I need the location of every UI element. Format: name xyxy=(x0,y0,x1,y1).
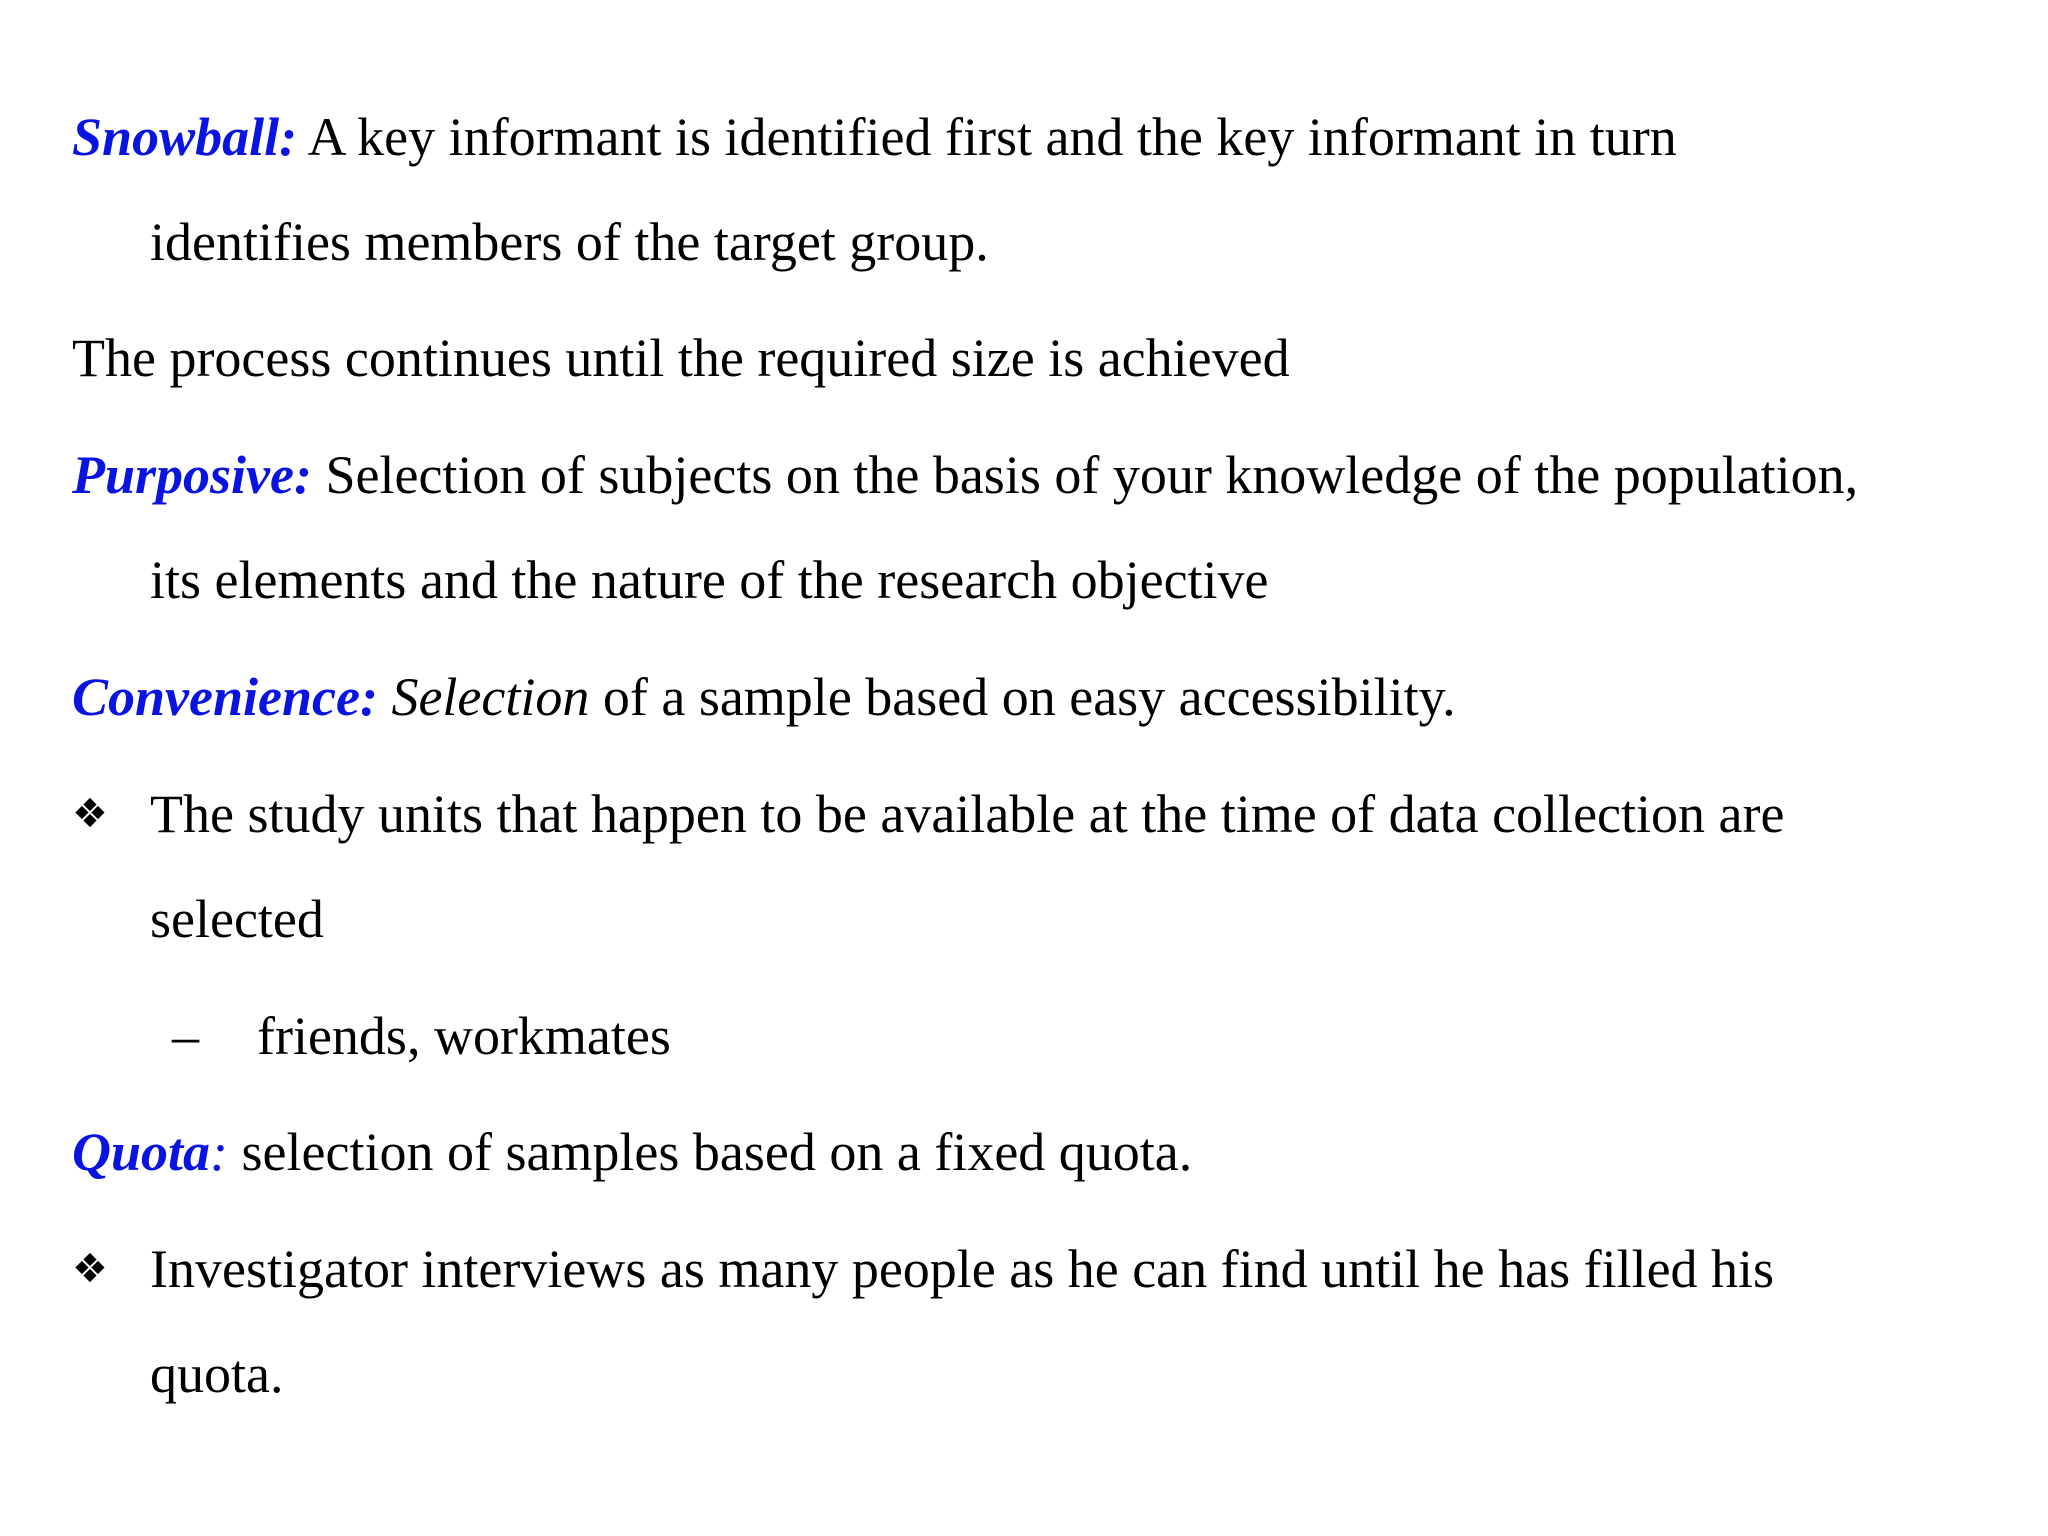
convenience-sub-item-text: friends, workmates xyxy=(257,1006,671,1066)
convenience-definition: of a sample based on easy accessibility. xyxy=(589,667,1456,727)
purposive-definition-continued: its elements and the nature of the research objective xyxy=(150,550,1269,610)
quota-colon: : xyxy=(210,1122,229,1182)
purposive-line-2 xyxy=(150,548,1269,612)
quota-bullet-line-1 xyxy=(150,1237,1774,1301)
process-line xyxy=(72,326,1290,390)
quota-line-1 xyxy=(72,1120,1192,1184)
dash-bullet-icon: – xyxy=(172,1006,199,1066)
convenience-line-1 xyxy=(72,665,1456,729)
quota-term: Quota xyxy=(72,1122,211,1182)
convenience-bullet-text-continued: selected xyxy=(150,889,324,949)
quota-bullet-line-2 xyxy=(150,1342,283,1406)
snowball-line-2 xyxy=(150,210,989,274)
snowball-term: Snowball: xyxy=(72,107,298,167)
quota-bullet-text-continued: quota. xyxy=(150,1344,284,1404)
purposive-definition: Selection of subjects on the basis of your knowledge of the population, xyxy=(311,445,1859,505)
quota-bullet-text: Investigator interviews as many people as he can find until he has filled his xyxy=(150,1239,1775,1299)
purposive-line-1 xyxy=(72,443,1858,507)
convenience-bullet-line-1 xyxy=(150,782,1784,846)
convenience-bullet-line-2 xyxy=(150,887,324,951)
convenience-sub-item xyxy=(257,1004,671,1068)
quota-definition: selection of samples based on a fixed quota. xyxy=(228,1122,1193,1182)
diamond-bullet-icon: ❖ xyxy=(72,1246,108,1292)
snowball-definition: A key informant is identified first and the key informant in turn xyxy=(297,107,1677,167)
convenience-term: Convenience: xyxy=(72,667,378,727)
diamond-bullet-icon: ❖ xyxy=(72,791,108,837)
purposive-term: Purposive: xyxy=(72,445,312,505)
convenience-italic-word: Selection xyxy=(377,667,590,727)
snowball-line-1 xyxy=(72,105,1677,169)
process-text: The process continues until the required size is achieved xyxy=(72,328,1290,388)
snowball-definition-continued: identifies members of the target group. xyxy=(150,212,989,272)
convenience-bullet-text: The study units that happen to be available at the time of data collection are xyxy=(150,784,1785,844)
